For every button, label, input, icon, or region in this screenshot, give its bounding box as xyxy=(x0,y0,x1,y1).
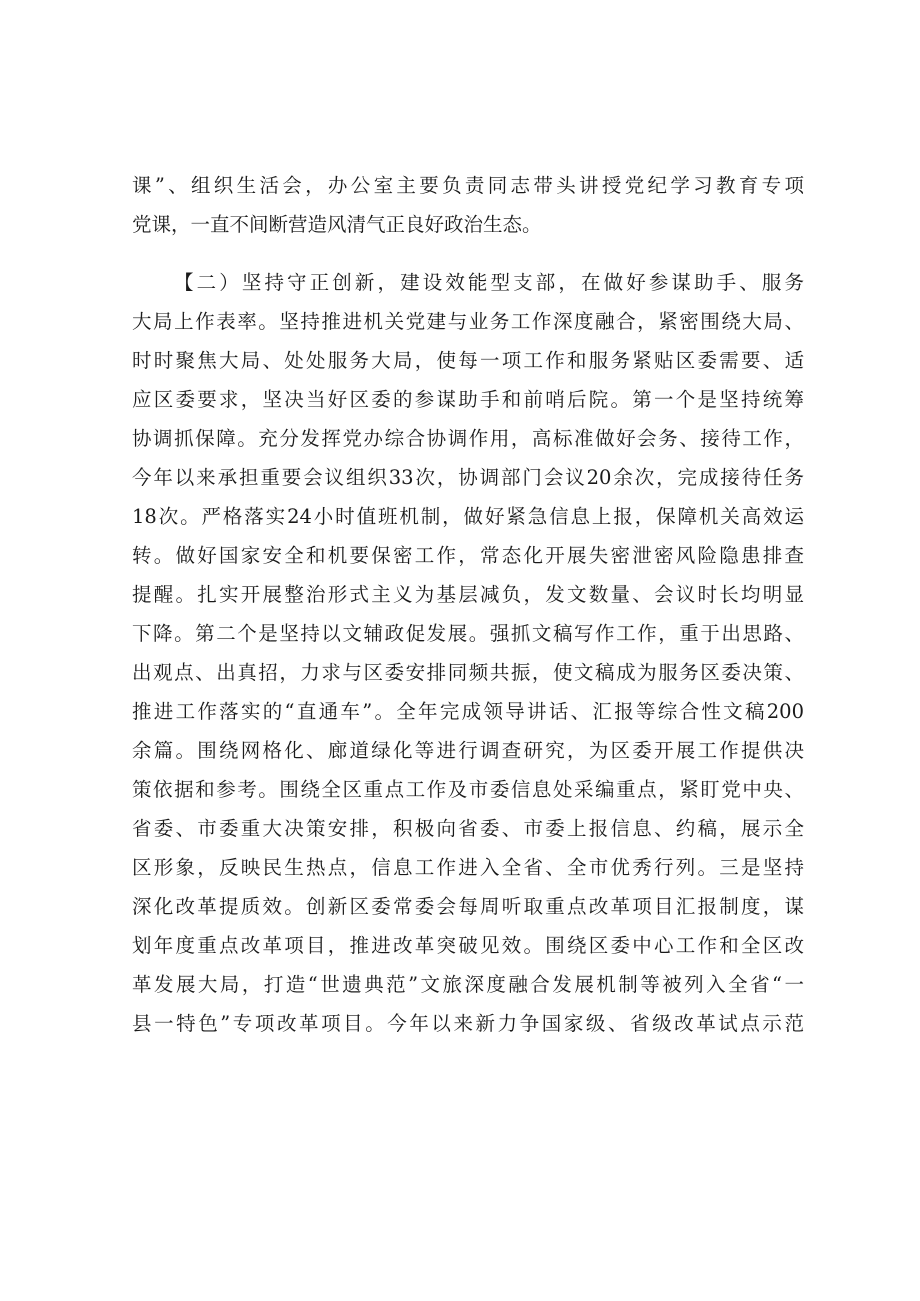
text-line: 党课，一直不间断营造风清气正良好政治生态。 xyxy=(132,213,542,236)
text-line: 县一特色”专项改革项目。今年以来新力争国家级、省级改革试点示范 xyxy=(132,1012,804,1035)
text-line: 大局上作表率。坚持推进机关党建与业务工作深度融合，紧密围绕大局、 xyxy=(132,310,804,333)
text-line: 下降。第二个是坚持以文辅政促发展。强抓文稿写作工作，重于出思路、 xyxy=(132,622,804,645)
text-line: 余篇。围绕网格化、廊道绿化等进行调查研究，为区委开展工作提供决 xyxy=(132,739,804,762)
paragraph-1 xyxy=(132,166,804,244)
text-line: 深化改革提质效。创新区委常委会每周听取重点改革项目汇报制度，谋 xyxy=(132,895,804,918)
text-line: 转。做好国家安全和机要保密工作，常态化开展失密泄密风险隐患排查 xyxy=(132,544,804,567)
text-line: 省委、市委重大决策安排，积极向省委、市委上报信息、约稿，展示全 xyxy=(132,817,804,840)
text-line: 课”、组织生活会，办公室主要负责同志带头讲授党纪学习教育专项 xyxy=(132,174,804,197)
text-line xyxy=(132,1043,804,1082)
text-line: 18次。严格落实24小时值班机制，做好紧急信息上报，保障机关高效运 xyxy=(132,505,804,528)
text-line: 应区委要求，坚决当好区委的参谋助手和前哨后院。第一个是坚持统筹 xyxy=(132,388,804,411)
text-line: 策依据和参考。围绕全区重点工作及市委信息处采编重点，紧盯党中央、 xyxy=(132,778,804,801)
text-line: 划年度重点改革项目，推进改革突破见效。围绕区委中心工作和全区改 xyxy=(132,934,804,957)
paragraph-2 xyxy=(132,263,804,1082)
text-line: 革发展大局，打造“世遗典范”文旅深度融合发展机制等被列入全省“一 xyxy=(132,973,804,996)
text-line: 时时聚焦大局、处处服务大局，使每一项工作和服务紧贴区委需要、适 xyxy=(132,349,804,372)
text-line: 推进工作落实的“直通车”。全年完成领导讲话、汇报等综合性文稿200 xyxy=(132,700,804,723)
text-line: 区形象，反映民生热点，信息工作进入全省、全市优秀行列。三是坚持 xyxy=(132,856,804,879)
text-line: 提醒。扎实开展整治形式主义为基层减负，发文数量、会议时长均明显 xyxy=(132,583,804,606)
paragraph-heading-line: 【二）坚持守正创新，建设效能型支部，在做好参谋助手、服务 xyxy=(174,271,804,294)
text-line: 协调抓保障。充分发挥党办综合协调作用，高标准做好会务、接待工作， xyxy=(132,427,804,450)
text-line: 出观点、出真招，力求与区委安排同频共振，使文稿成为服务区委决策、 xyxy=(132,661,804,684)
text-line: 今年以来承担重要会议组织33次，协调部门会议20余次，完成接待任务 xyxy=(132,466,804,489)
